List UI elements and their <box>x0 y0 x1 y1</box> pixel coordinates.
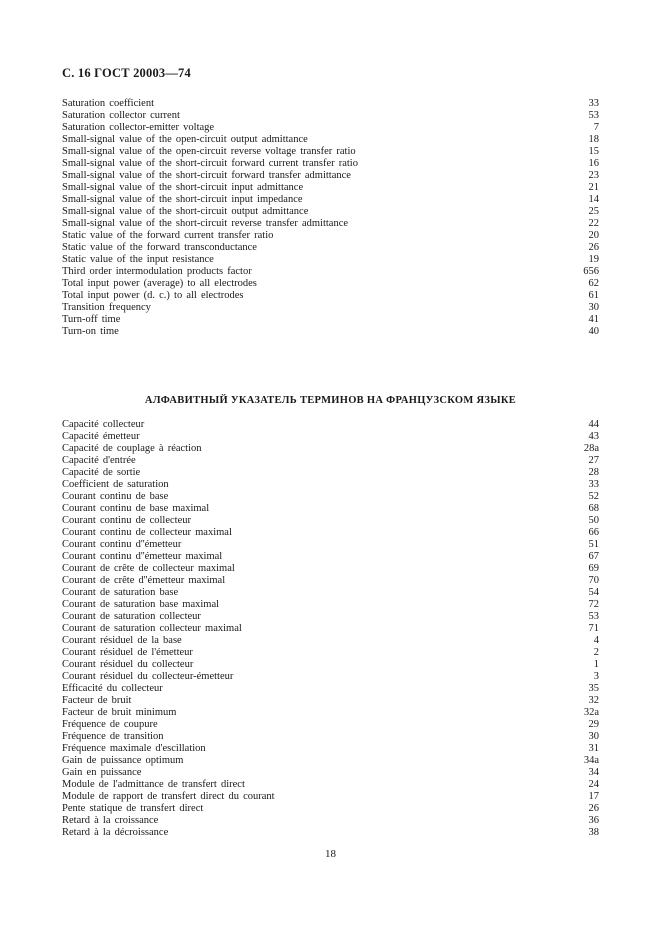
index-entry <box>62 719 599 731</box>
page-header: С. 16 ГОСТ 20003—74 <box>62 66 191 80</box>
index-entry <box>62 206 599 218</box>
index-number: 15 <box>588 146 599 157</box>
index-number: 32 <box>588 695 599 706</box>
index-number: 54 <box>588 587 599 598</box>
index-entry <box>62 671 599 683</box>
index-number: 33 <box>588 98 599 109</box>
index-number: 21 <box>588 182 599 193</box>
index-entry <box>62 146 599 158</box>
index-number: 18 <box>588 134 599 145</box>
index-entry <box>62 731 599 743</box>
index-number: 35 <box>588 683 599 694</box>
index-entry <box>62 599 599 611</box>
index-term: Small-signal value of the short-circuit output admittance <box>62 206 309 217</box>
index-term: Facteur de bruit minimum <box>62 707 177 718</box>
index-entry <box>62 695 599 707</box>
index-number: 32a <box>583 707 599 718</box>
index-entry <box>62 623 599 635</box>
section-title: АЛФАВИТНЫЙ УКАЗАТЕЛЬ ТЕРМИНОВ НА ФРАНЦУЗСКОМ ЯЗЫКЕ <box>144 395 517 406</box>
index-entry <box>62 182 599 194</box>
index-term: Courant de saturation base maximal <box>62 599 220 610</box>
index-number: 61 <box>588 290 599 301</box>
index-number: 28a <box>583 443 599 454</box>
index-entry <box>62 527 599 539</box>
index-term: Courant continu de collecteur maximal <box>62 527 232 538</box>
index-number: 69 <box>588 563 599 574</box>
index-entry <box>62 158 599 170</box>
index-number: 28 <box>588 467 599 478</box>
index-term: Total input power (average) to all electrodes <box>62 278 257 289</box>
index-term: Courant continu de base <box>62 491 169 502</box>
index-term: Gain de puissance optimum <box>62 755 184 766</box>
index-term: Saturation collector current <box>62 110 180 121</box>
index-term: Saturation collector-emitter voltage <box>62 122 215 133</box>
index-number: 36 <box>588 815 599 826</box>
index-entry <box>62 743 599 755</box>
index-entry <box>62 419 599 431</box>
index-number: 30 <box>588 731 599 742</box>
index-number: 3 <box>593 671 599 682</box>
index-term: Retard à la décroissance <box>62 827 169 838</box>
index-entry <box>62 431 599 443</box>
index-number: 51 <box>588 539 599 550</box>
index-term: Small-signal value of the short-circuit input impedance <box>62 194 303 205</box>
index-term: Capacité de couplage à réaction <box>62 443 202 454</box>
index-number: 53 <box>588 611 599 622</box>
index-entry <box>62 647 599 659</box>
index-number: 41 <box>588 314 599 325</box>
index-entry <box>62 314 599 326</box>
index-entry <box>62 683 599 695</box>
index-entry <box>62 707 599 719</box>
index-term: Turn-off time <box>62 314 121 325</box>
index-term: Efficacité du collecteur <box>62 683 163 694</box>
index-number: 70 <box>588 575 599 586</box>
index-term: Courant de crête d''émetteur maximal <box>62 575 226 586</box>
index-term: Courant résiduel du collecteur <box>62 659 194 670</box>
index-term: Courant de saturation base <box>62 587 179 598</box>
index-entry <box>62 170 599 182</box>
index-number: 38 <box>588 827 599 838</box>
index-number: 27 <box>588 455 599 466</box>
index-entry <box>62 539 599 551</box>
index-number: 26 <box>588 242 599 253</box>
index-term: Retard à la croissance <box>62 815 159 826</box>
index-term: Third order intermodulation products factor <box>62 266 252 277</box>
index-number: 33 <box>588 479 599 490</box>
french-term-index <box>62 419 599 839</box>
index-term: Courant de saturation collecteur <box>62 611 201 622</box>
index-term: Courant de crête de collecteur maximal <box>62 563 235 574</box>
index-term: Coefficient de saturation <box>62 479 169 490</box>
index-entry <box>62 611 599 623</box>
index-number: 53 <box>588 110 599 121</box>
index-entry <box>62 194 599 206</box>
index-number: 1 <box>593 659 599 670</box>
index-entry <box>62 230 599 242</box>
index-number: 20 <box>588 230 599 241</box>
index-term: Transition frequency <box>62 302 151 313</box>
index-term: Pente statique de transfert direct <box>62 803 204 814</box>
index-term: Small-signal value of the open-circuit output admittance <box>62 134 308 145</box>
index-term: Saturation coefficient <box>62 98 154 109</box>
index-entry <box>62 503 599 515</box>
index-entry <box>62 254 599 266</box>
index-number: 17 <box>588 791 599 802</box>
index-entry <box>62 122 599 134</box>
index-entry <box>62 110 599 122</box>
index-entry <box>62 302 599 314</box>
index-term: Small-signal value of the open-circuit reverse voltage transfer ratio <box>62 146 356 157</box>
index-entry <box>62 491 599 503</box>
index-number: 656 <box>583 266 599 277</box>
index-entry <box>62 791 599 803</box>
index-entry <box>62 515 599 527</box>
index-entry <box>62 767 599 779</box>
index-term: Courant continu d''émetteur maximal <box>62 551 223 562</box>
index-entry <box>62 455 599 467</box>
index-number: 67 <box>588 551 599 562</box>
index-number: 34 <box>588 767 599 778</box>
index-number: 7 <box>593 122 599 133</box>
index-term: Capacité d'entrée <box>62 455 136 466</box>
index-term: Total input power (d. c.) to all electrodes <box>62 290 244 301</box>
index-entry <box>62 755 599 767</box>
index-entry <box>62 575 599 587</box>
index-term: Turn-on time <box>62 326 119 337</box>
index-term: Module de rapport de transfert direct du courant <box>62 791 275 802</box>
index-entry <box>62 587 599 599</box>
index-number: 30 <box>588 302 599 313</box>
index-entry <box>62 98 599 110</box>
index-term: Small-signal value of the short-circuit forward current transfer ratio <box>62 158 358 169</box>
index-term: Static value of the input resistance <box>62 254 214 265</box>
index-number: 2 <box>593 647 599 658</box>
index-number: 50 <box>588 515 599 526</box>
index-number: 25 <box>588 206 599 217</box>
index-entry <box>62 266 599 278</box>
index-term: Gain en puissance <box>62 767 142 778</box>
index-term: Courant continu de base maximal <box>62 503 210 514</box>
index-term: Facteur de bruit <box>62 695 132 706</box>
index-term: Static value of the forward transconductance <box>62 242 257 253</box>
index-number: 52 <box>588 491 599 502</box>
index-term: Fréquence de coupure <box>62 719 158 730</box>
index-number: 34a <box>583 755 599 766</box>
index-entry <box>62 803 599 815</box>
index-entry <box>62 242 599 254</box>
index-entry <box>62 278 599 290</box>
index-term: Capacité de sortie <box>62 467 141 478</box>
index-term: Static value of the forward current transfer ratio <box>62 230 274 241</box>
index-term: Small-signal value of the short-circuit input admittance <box>62 182 304 193</box>
index-entry <box>62 467 599 479</box>
index-term: Module de l'admittance de transfert direct <box>62 779 245 790</box>
index-number: 23 <box>588 170 599 181</box>
index-number: 66 <box>588 527 599 538</box>
index-entry <box>62 443 599 455</box>
page-number: 18 <box>325 848 336 860</box>
english-term-index <box>62 98 599 338</box>
index-entry <box>62 551 599 563</box>
index-number: 43 <box>588 431 599 442</box>
index-number: 40 <box>588 326 599 337</box>
index-number: 44 <box>588 419 599 430</box>
index-number: 31 <box>588 743 599 754</box>
index-number: 68 <box>588 503 599 514</box>
index-entry <box>62 218 599 230</box>
index-entry <box>62 635 599 647</box>
index-entry <box>62 563 599 575</box>
index-number: 72 <box>588 599 599 610</box>
index-entry <box>62 815 599 827</box>
index-number: 4 <box>593 635 599 646</box>
index-term: Small-signal value of the short-circuit reverse transfer admittance <box>62 218 349 229</box>
index-entry <box>62 326 599 338</box>
index-term: Courant continu d''émetteur <box>62 539 182 550</box>
index-term: Courant résiduel du collecteur-émetteur <box>62 671 234 682</box>
index-number: 29 <box>588 719 599 730</box>
index-term: Capacité collecteur <box>62 419 145 430</box>
index-number: 71 <box>588 623 599 634</box>
index-term: Courant résiduel de l'émetteur <box>62 647 193 658</box>
index-number: 62 <box>588 278 599 289</box>
index-term: Fréquence de transition <box>62 731 164 742</box>
index-term: Courant résiduel de la base <box>62 635 182 646</box>
index-entry <box>62 827 599 839</box>
index-term: Small-signal value of the short-circuit forward transfer admittance <box>62 170 351 181</box>
index-number: 16 <box>588 158 599 169</box>
index-number: 22 <box>588 218 599 229</box>
index-term: Capacité émetteur <box>62 431 140 442</box>
index-entry <box>62 290 599 302</box>
index-term: Courant continu de collecteur <box>62 515 191 526</box>
index-entry <box>62 659 599 671</box>
index-term: Fréquence maximale d'escillation <box>62 743 206 754</box>
index-entry <box>62 134 599 146</box>
index-entry <box>62 479 599 491</box>
index-number: 14 <box>588 194 599 205</box>
index-number: 26 <box>588 803 599 814</box>
index-entry <box>62 779 599 791</box>
index-term: Courant de saturation collecteur maximal <box>62 623 242 634</box>
index-number: 19 <box>588 254 599 265</box>
index-number: 24 <box>588 779 599 790</box>
